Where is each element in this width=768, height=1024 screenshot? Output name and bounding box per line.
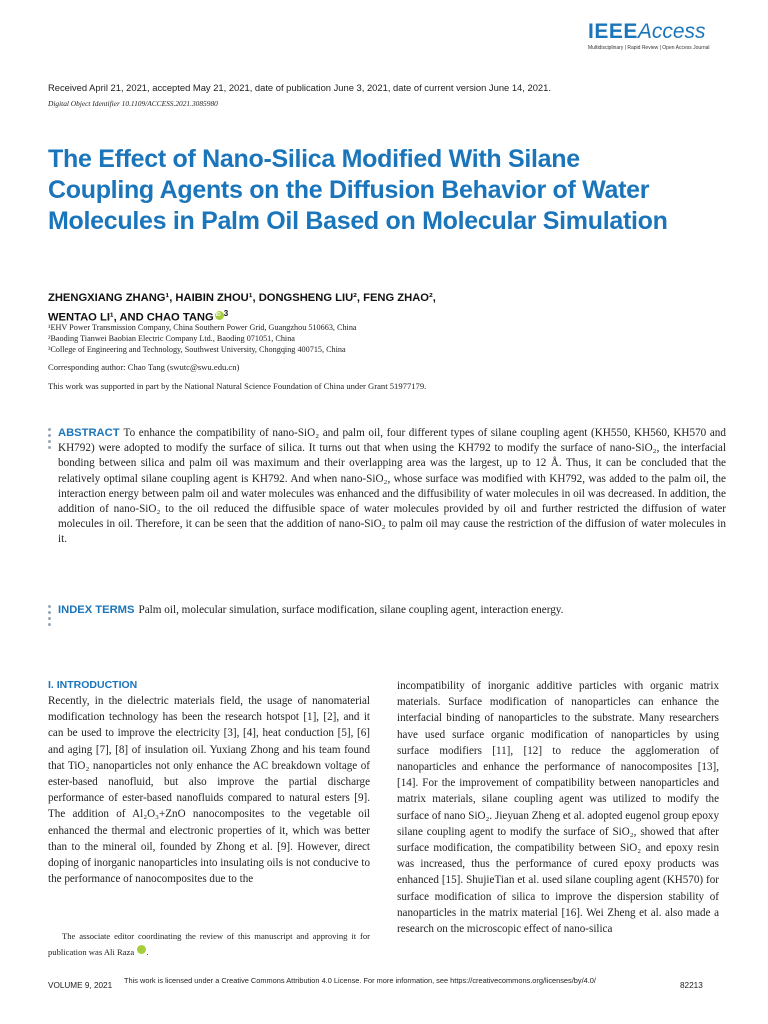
abstract-block <box>58 426 726 548</box>
funding-note: This work was supported in part by the National Natural Science Foundation of China under Grant 51977179. <box>48 381 427 391</box>
affiliation-1: ¹EHV Power Transmission Company, China Southern Power Grid, Guangzhou 510663, China <box>48 323 357 332</box>
doi-line: Digital Object Identifier 10.1109/ACCESS.2021.3085980 <box>48 99 218 108</box>
authors-line-2-sup: 3 <box>223 309 229 318</box>
page-number: 82213 <box>680 981 703 990</box>
affiliation-2: ²Baoding Tianwei Baobian Electric Company Ltd., Baoding 071051, China <box>48 334 295 343</box>
orcid-icon[interactable] <box>137 945 146 954</box>
section-heading-introduction: I. INTRODUCTION <box>48 679 138 691</box>
volume-label: VOLUME 9, 2021 <box>48 981 113 990</box>
index-terms-block <box>58 603 726 618</box>
editor-footnote-text: The associate editor coordinating the review of this manuscript and approving it for publication was Ali Raza <box>48 931 370 957</box>
authors-line-1: ZHENGXIANG ZHANG¹, HAIBIN ZHOU¹, DONGSHENG LIU², FENG ZHAO², <box>48 292 436 304</box>
corresponding-author: Corresponding author: Chao Tang (swutc@swu.edu.cn) <box>48 362 240 372</box>
intro-paragraph-left: Recently, in the dielectric materials field, the usage of nanomaterial modification technology has been the research hotspot [1], [2], and it can be used to improve the electricity [3], [4], heat conduction [5], [6] and aging [7], [8] of insulation oil. Yuxiang Zhong and his team found that TiO₂ nanoparticles not only enhance the AC breakdown voltage of ester-based nanofluid, but also improve the partial discharge performance of ester-based nanofluids compared to natural esters [9]. The addition of Al₂O₃+ZnO nanocomposites to the vegetable oil enhanced the thermal and electronic properties of it, which was better than to the mineral oil, founded by Zhong et al. [9]. However, direct doping of inorganic nanoparticles into insulating oils is not conducive to the performance of nanocomposites due to the <box>48 695 370 886</box>
authors-line-2-text: WENTAO LI¹, AND CHAO TANG <box>48 311 214 324</box>
affiliation-3: ³College of Engineering and Technology, Southwest University, Chongqing 400715, China <box>48 345 346 354</box>
editor-footnote <box>48 929 370 960</box>
index-terms-label: INDEX TERMS <box>58 604 135 616</box>
logo-wordmark <box>588 21 718 42</box>
orcid-icon[interactable] <box>215 311 224 320</box>
author-list <box>48 291 708 326</box>
logo-access: Access <box>637 20 706 43</box>
affiliations <box>48 322 728 355</box>
body-column-left <box>48 678 370 887</box>
logo-tagline: Multidisciplinary | Rapid Review | Open Access Journal <box>588 45 710 51</box>
logo-ieee: IEEE <box>588 20 638 43</box>
received-dates: Received April 21, 2021, accepted May 21, 2021, date of publication June 3, 2021, date of current version June 14, 2021. <box>48 82 551 93</box>
index-terms-marker-icon <box>48 605 52 629</box>
abstract-text: To enhance the compatibility of nano-SiO₂ and palm oil, four different types of silane coupling agent (KH550, KH560, KH570 and KH792) were adopted to modify the surface of silica. It turns out that when using the KH792 to modify the surface of nano-SiO₂, the interfacial bonding between silica and palm oil was maximum and their overlapping area was the largest, up to 12 Å. Thus, it can be concluded that the relatively optimal silane coupling agent is KH792. And when nano-SiO₂, whose surface was modified with KH792, was added to the palm oil, the interaction energy between palm oil and water molecules was enhanced and the diffusibility of water molecules in oil was decreased. In addition, the addition of nano-SiO₂ to the oil reduced the diffusible space of water molecules provided by oil and further restricted the diffusion of water molecules in oil. Therefore, it can be seen that the addition of nano-SiO₂ to palm oil may cause the restriction of the diffusion of water molecules in it. <box>58 427 726 546</box>
body-column-right <box>397 678 719 937</box>
article-title: The Effect of Nano-Silica Modified With Silane Coupling Agents on the Diffusion Behavior of Water Molecules in Palm Oil Based on Molecular Simulation <box>48 145 668 235</box>
license-notice: This work is licensed under a Creative Commons Attribution 4.0 License. For more information, see https://creativecommons.org/licenses/by/4.0/ <box>124 976 596 985</box>
index-terms-text: Palm oil, molecular simulation, surface modification, silane coupling agent, interaction energy. <box>138 604 564 616</box>
abstract-marker-icon <box>48 428 52 452</box>
abstract-label: ABSTRACT <box>58 427 120 439</box>
journal-logo <box>588 21 718 55</box>
intro-paragraph-right: incompatibility of inorganic additive particles with organic matrix materials. Surface modification of nanoparticles can enhance the interfacial binding of nanoparticles to the substrate. Many researchers have used surface organic modification of nanoparticles by using surface modifiers [11], [12] to reduce the agglomeration of nanoparticles and enhance the performance of nanocomposites [13], [14]. For the improvement of compatibility between nanoparticles and matrix materials, silane coupling agent was utilized to modify the surface of nano SiO₂. Jieyuan Zheng et al. adopted eugenol group epoxy silane coupling agent to modify the surface of SiO₂, showed that after surface modification, the compatibility between SiO₂ and epoxy resin was increased, thus the performance of cured epoxy products was enhanced [15]. ShujieTian et al. used silane coupling agent (KH570) for surface modification of silica to improve the dispersion stability of nanoparticles in the matrix material [16]. Wei Zheng et al. also made a research on the microscopic effect of nano-silica <box>397 680 719 936</box>
